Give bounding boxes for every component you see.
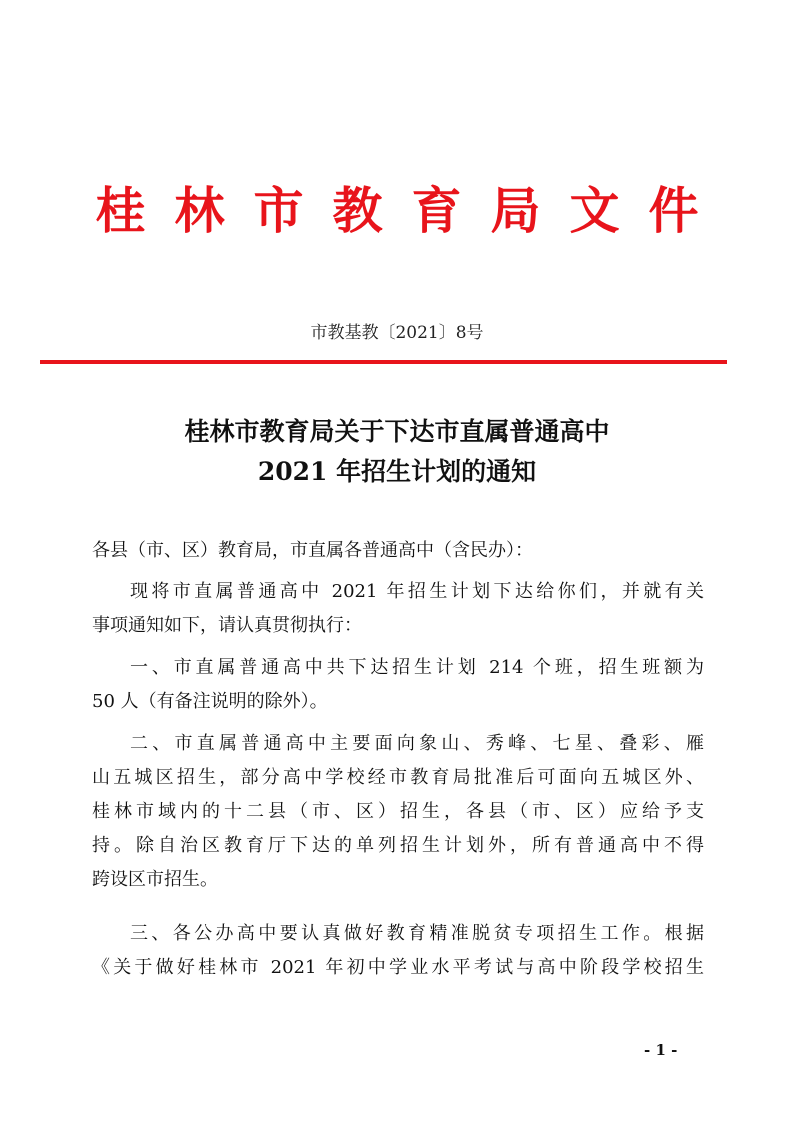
- salutation: 各县（市、区）教育局，市直属各普通高中（含民办）：: [92, 540, 533, 561]
- paragraph-line: 现将市直属普通高中 2021 年招生计划下达给你们，并就有关: [130, 581, 704, 602]
- notice-title: [0, 412, 794, 492]
- paragraph-line: 事项通知如下，请认真贯彻执行：: [92, 615, 362, 636]
- paragraph-line: 一、市直属普通高中共下达招生计划 214 个班，招生班额为: [130, 657, 704, 678]
- issuer-title: 桂林市教育局文件: [95, 181, 728, 240]
- document-number: 市教基教〔2021〕8号: [310, 323, 484, 343]
- paragraph-line: 二、市直属普通高中主要面向象山、秀峰、七星、叠彩、雁: [130, 733, 704, 754]
- paragraph-line: 50 人（有备注说明的除外）。: [92, 691, 328, 712]
- body-paragraph-item-1: [92, 651, 704, 719]
- page-number: - 1 -: [644, 1041, 678, 1059]
- paragraph-line: 跨设区市招生。: [92, 869, 218, 890]
- notice-title-line-1: 桂林市教育局关于下达市直属普通高中: [184, 417, 610, 446]
- body-paragraph-item-2: [92, 727, 704, 897]
- paragraph-line: 三、各公办高中要认真做好教育精准脱贫专项招生工作。根据: [130, 923, 704, 944]
- notice-title-line-2: 2021 年招生计划的通知: [257, 457, 537, 486]
- paragraph-line: 持。除自治区教育厅下达的单列招生计划外，所有普通高中不得: [92, 835, 704, 856]
- paragraph-line: 山五城区招生，部分高中学校经市教育局批准后可面向五城区外、: [92, 767, 704, 788]
- paragraph-line: 《关于做好桂林市 2021 年初中学业水平考试与高中阶段学校招生: [92, 957, 704, 978]
- body-paragraph-item-3: [92, 917, 704, 985]
- body-paragraph-intro: [92, 575, 704, 643]
- paragraph-line: 桂林市域内的十二县（市、区）招生，各县（市、区）应给予支: [92, 801, 704, 822]
- red-separator-line: [40, 360, 727, 364]
